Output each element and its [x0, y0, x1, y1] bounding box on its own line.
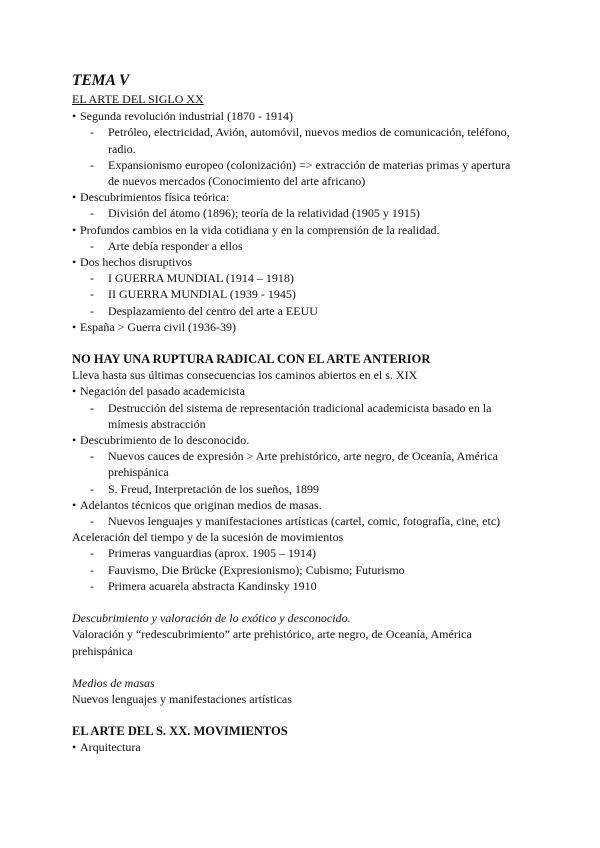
sub-list-item: - Primeras vanguardias (aprox. 1905 – 1914)	[90, 546, 316, 561]
list-item: • Dos hechos disruptivos	[72, 255, 192, 270]
sub-list-item: - I GUERRA MUNDIAL (1914 – 1918)	[90, 271, 294, 286]
spacer	[72, 594, 532, 610]
document-body	[72, 71, 532, 756]
list-item: • Descubrimiento de lo desconocido.	[72, 433, 250, 448]
sub-list-item: - Nuevos lenguajes y manifestaciones artísticas (cartel, comic, fotografía, cine, etc)	[90, 514, 501, 529]
bullet-icon: •	[72, 255, 77, 270]
sub-list-item: - Destrucción del sistema de representación tradicional academicista basado en la mímesis abstracción	[90, 400, 492, 431]
dash-icon: -	[90, 238, 94, 253]
bullet-icon: •	[72, 319, 77, 334]
sub-list-item: - Primera acuarela abstracta Kandinsky 1910	[90, 578, 317, 593]
dash-icon: -	[90, 287, 94, 302]
bullet-list-continuity	[72, 383, 532, 529]
bullet-icon: •	[72, 190, 77, 205]
list-item: • Negación del pasado academicista	[72, 384, 245, 399]
dash-icon: -	[90, 157, 94, 172]
paragraph: Aceleración del tiempo y de la sucesión de movimientos	[72, 530, 344, 545]
sub-list-item: - S. Freud, Interpretación de los sueños, 1899	[90, 481, 319, 496]
sub-list-item: - Desplazamiento del centro del arte a EEUU	[90, 303, 318, 318]
bullet-icon: •	[72, 109, 77, 124]
paragraph: Valoración y “redescubrimiento” arte prehistórico, arte negro, de Oceanía, América prehispánica	[72, 627, 472, 658]
sub-list-item: - II GUERRA MUNDIAL (1939 - 1945)	[90, 287, 296, 302]
dash-icon: -	[90, 271, 94, 286]
list-item: • España > Guerra civil (1936-39)	[72, 319, 237, 334]
sub-list-acceleration	[72, 545, 532, 594]
sub-list-item: - Petróleo, electricidad, Avión, automóvil, nuevos medios de comunicación, teléfono, radio.	[90, 125, 510, 156]
dash-icon: -	[90, 514, 94, 529]
list-item: • Arquitectura	[72, 740, 141, 755]
section-heading-italic: Descubrimiento y valoración de lo exótico y desconocido.	[72, 611, 351, 626]
dash-icon: -	[90, 125, 94, 140]
bullet-icon: •	[72, 384, 77, 399]
bullet-icon: •	[72, 497, 77, 512]
section-heading: EL ARTE DEL S. XX. MOVIMIENTOS	[72, 724, 288, 739]
dash-icon: -	[90, 546, 94, 561]
sub-list-item: - División del átomo (1896); teoría de la relatividad (1905 y 1915)	[90, 206, 420, 221]
bullet-icon: •	[72, 740, 77, 755]
paragraph: Nuevos lenguajes y manifestaciones artísticas	[72, 691, 292, 706]
bullet-icon: •	[72, 222, 77, 237]
spacer	[72, 659, 532, 675]
list-item: • Profundos cambios en la vida cotidiana y en la comprensión de la realidad.	[72, 222, 440, 237]
section-heading: NO HAY UNA RUPTURA RADICAL CON EL ARTE ANTERIOR	[72, 352, 431, 367]
dash-icon: -	[90, 481, 94, 496]
sub-list-item: - Nuevos cauces de expresión > Arte prehistórico, arte negro, de Oceanía, América prehispánica	[90, 449, 498, 480]
dash-icon: -	[90, 303, 94, 318]
dash-icon: -	[90, 206, 94, 221]
list-item: • Segunda revolución industrial (1870 - 1914)	[72, 109, 293, 124]
sub-list-item: - Arte debía responder a ellos	[90, 238, 243, 253]
page-title: TEMA V	[72, 72, 130, 89]
page-subtitle: EL ARTE DEL SIGLO XX	[72, 92, 204, 106]
bullet-icon: •	[72, 433, 77, 448]
list-item: • Descubrimientos física teórica:	[72, 190, 230, 205]
section-heading-italic: Medios de masas	[72, 675, 155, 690]
bullet-list-context	[72, 108, 532, 335]
paragraph: Lleva hasta sus últimas consecuencias los caminos abiertos en el s. XIX	[72, 368, 418, 383]
list-item: • Adelantos técnicos que originan medios de masas.	[72, 497, 322, 512]
sub-list-item: - Expansionismo europeo (colonización) => extracción de materias primas y apertura de nuevos mercados (Conocimiento del arte africano)	[90, 157, 511, 189]
dash-icon: -	[90, 578, 94, 593]
dash-icon: -	[90, 449, 94, 464]
dash-icon: -	[90, 562, 94, 577]
dash-icon: -	[90, 400, 94, 415]
sub-list-item: - Fauvismo, Die Brücke (Expresionismo); Cubismo; Futurismo	[90, 562, 405, 577]
